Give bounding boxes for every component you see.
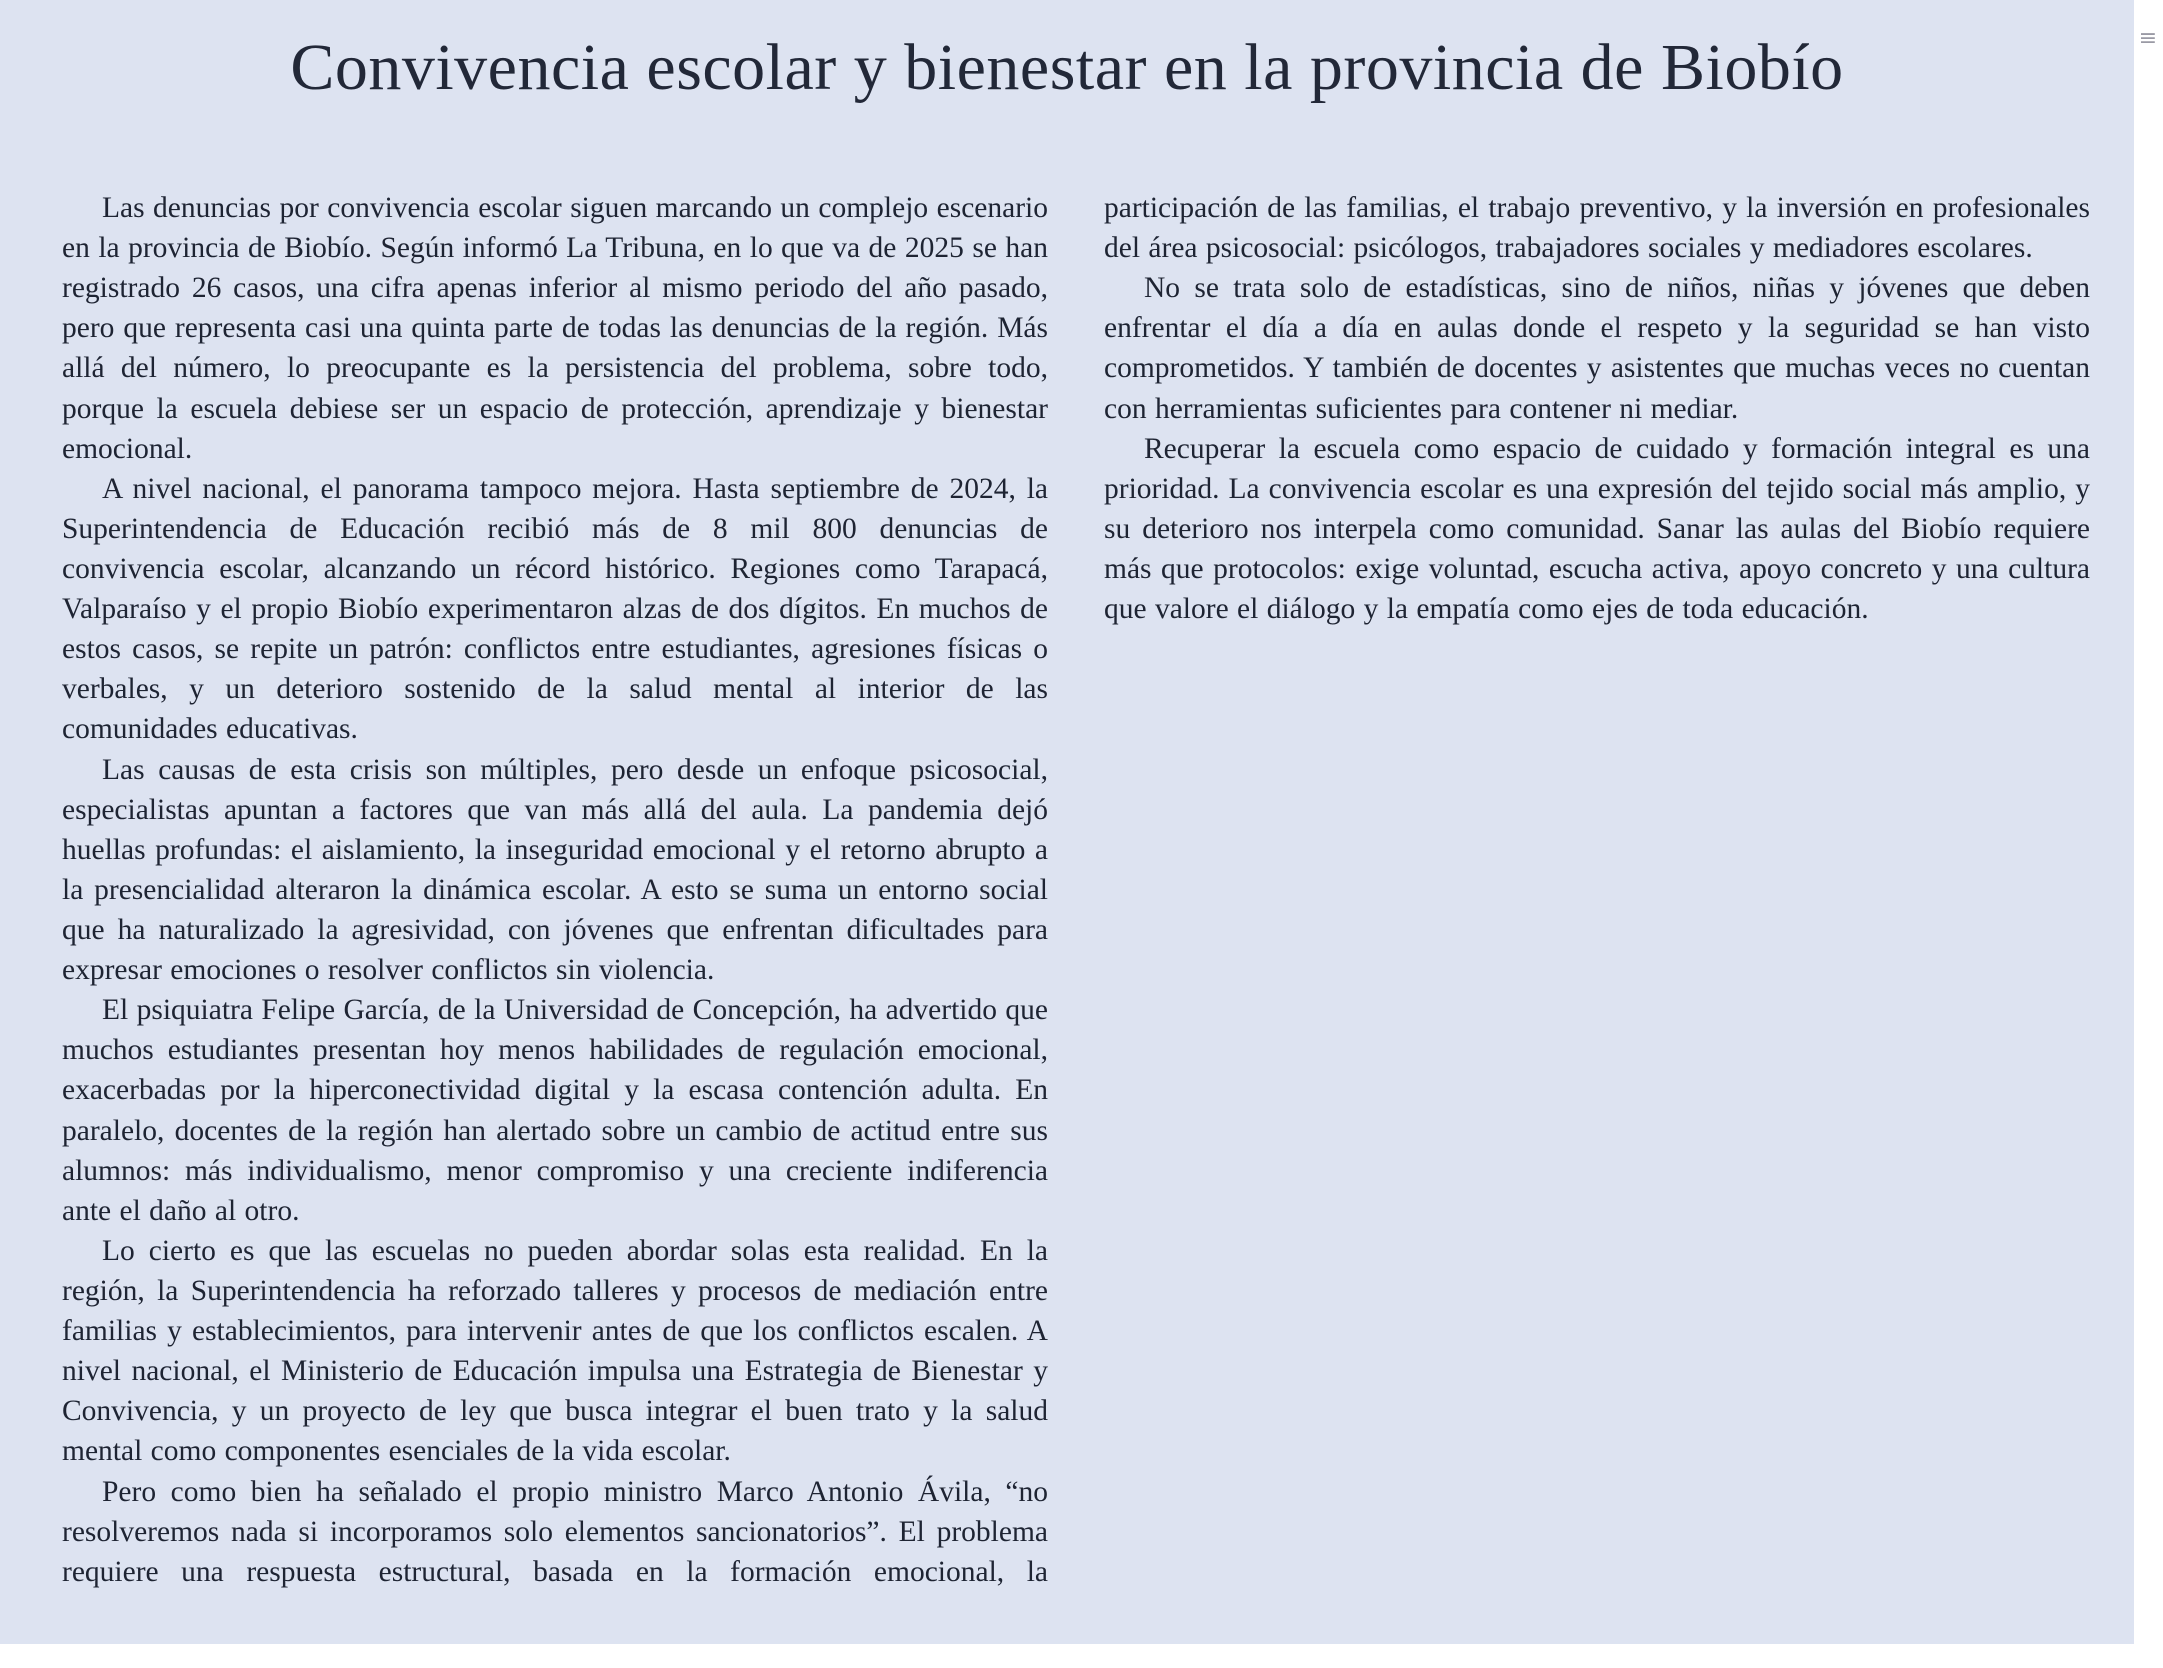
reader-menu-icon[interactable]: ≡ — [2138, 26, 2158, 51]
article-paragraph: Las denuncias por convivencia escolar siguen marcando un complejo escenario en la provincia de Biobío. Según informó La Tribuna, en lo que va de 2025 se han registrado 26 casos, una cifra apenas inferior al mismo periodo del año pasado, pero que representa casi una quinta parte de todas las denuncias de la región. Más allá del número, lo preocupante es la persistencia del problema, sobre todo, porque la escuela debiese ser un espacio de protección, aprendizaje y bienestar emocional. — [62, 192, 1048, 465]
article-paragraph: A nivel nacional, el panorama tampoco mejora. Hasta septiembre de 2024, la Superintendencia de Educación recibió más de 8 mil 800 denuncias de convivencia escolar, alcanzando un récord histórico. Regiones como Tarapacá, Valparaíso y el propio Biobío experimentaron alzas de dos dígitos. En muchos de estos casos, se repite un patrón: conflictos entre estudiantes, agresiones físicas o verbales, y un deterioro sostenido de la salud mental al interior de las comunidades educativas. — [62, 472, 1048, 746]
article-paragraph: Pero como bien ha señalado el propio ministro Marco Antonio Ávila, “no resolveremos nada si incorporamos solo elementos sancionatorios”. El problema requiere una respuesta estructural, basada en la formación emocional, la participación de las familias, el trabajo preventivo, y la inversión en profesionales del área psicosocial: psicólogos, trabajadores sociales y mediadores escolares. — [62, 192, 2090, 1588]
article-paragraph: Las causas de esta crisis son múltiples, pero desde un enfoque psicosocial, especialistas apuntan a factores que van más allá del aula. La pandemia dejó huellas profundas: el aislamiento, la inseguridad emocional y el retorno abrupto a la presencialidad alteraron la dinámica escolar. A esto se suma un entorno social que ha naturalizado la agresividad, con jóvenes que enfrentan dificultades para expresar emociones o resolver conflictos sin violencia. — [62, 753, 1048, 987]
article-paragraph: El psiquiatra Felipe García, de la Universidad de Concepción, ha advertido que muchos estudiantes presentan hoy menos habilidades de regulación emocional, exacerbadas por la hiperconectividad digital y la escasa contención adulta. En paralelo, docentes de la región han alertado sobre un cambio de actitud entre sus alumnos: más individualismo, menor compromiso y una creciente indiferencia ante el daño al otro. — [62, 994, 1048, 1227]
article-body — [62, 188, 2090, 1618]
page-title: Convivencia escolar y bienestar en la provincia de Biobío — [290, 31, 1844, 104]
article-paragraph: No se trata solo de estadísticas, sino de niños, niñas y jóvenes que deben enfrentar el día a día en aulas donde el respeto y la seguridad se han visto comprometidos. Y también de docentes y asistentes que muchas veces no cuentan con herramientas suficientes para contener ni mediar. — [1104, 272, 2090, 425]
article-paragraph: Lo cierto es que las escuelas no pueden abordar solas esta realidad. En la región, la Superintendencia ha reforzado talleres y procesos de mediación entre familias y establecimientos, para intervenir antes de que los conflictos escalen. A nivel nacional, el Ministerio de Educación impulsa una Estrategia de Bienestar y Convivencia, y un proyecto de ley que busca integrar el buen trato y la salud mental como componentes esenciales de la vida escolar. — [62, 1234, 1048, 1468]
article-paragraph: Recuperar la escuela como espacio de cuidado y formación integral es una prioridad. La convivencia escolar es una expresión del tejido social más amplio, y su deterioro nos interpela como comunidad. Sanar las aulas del Biobío requiere más que protocolos: exige voluntad, escucha activa, apoyo concreto y una cultura que valore el diálogo y la empatía como ejes de toda educación. — [1104, 432, 2090, 626]
